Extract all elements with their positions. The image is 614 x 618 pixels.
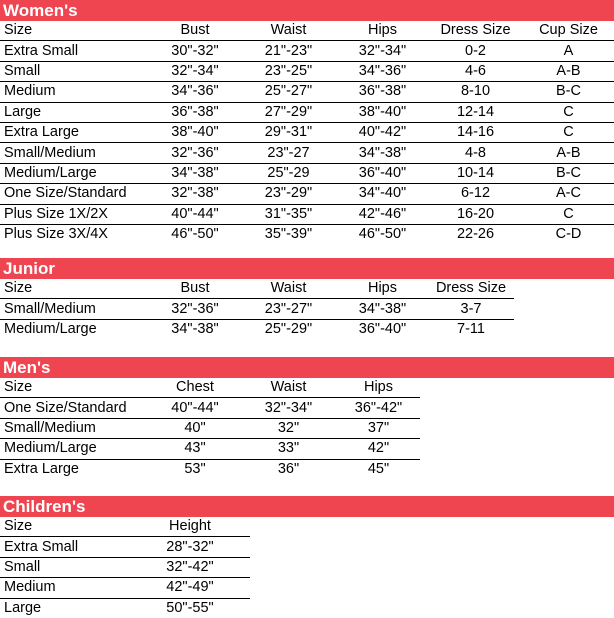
table-cell: 36"-42" [337, 398, 420, 418]
table-cell: Extra Large [0, 122, 150, 142]
table-header-row [0, 517, 250, 537]
table-cell: 42" [337, 439, 420, 459]
table-header-row [0, 279, 514, 299]
table-cell: 4-6 [428, 61, 523, 81]
table-cell: 23"-27" [240, 299, 337, 319]
size-table [0, 378, 420, 479]
table-cell: 42"-46" [337, 204, 428, 224]
section-womens [0, 0, 614, 244]
table-cell: 34"-38" [337, 143, 428, 163]
table-cell: 23"-27 [240, 143, 337, 163]
header-cell: Bust [150, 21, 240, 41]
header-cell: Waist [240, 378, 337, 398]
table-cell: 46"-50" [358, 226, 407, 243]
table-cell: 42"-49" [130, 578, 250, 598]
table-cell: Small [0, 557, 130, 577]
table-cell: Extra Small [0, 41, 150, 61]
table-cell: Extra Small [0, 537, 130, 557]
table-cell: 25"-29" [264, 320, 313, 337]
table-cell: Medium/Large [0, 163, 150, 183]
table-cell: 38"-40" [150, 122, 240, 142]
table-cell: 27"-29" [240, 102, 337, 122]
section-title: Junior [0, 258, 614, 279]
table-cell: 32"-38" [150, 184, 240, 204]
header-cell: Chest [150, 378, 240, 398]
table-cell: Small [0, 61, 150, 81]
table-cell: 50"-55" [166, 599, 214, 616]
table-cell: 0-2 [428, 41, 523, 61]
section-title: Men's [0, 357, 614, 378]
table-cell: 35"-39" [264, 226, 313, 243]
section-mens [0, 357, 614, 479]
header-cell: Bust [150, 279, 240, 299]
size-table [0, 279, 514, 339]
section-title: Women's [0, 0, 614, 21]
table-cell: One Size/Standard [0, 184, 150, 204]
table-cell: 38"-40" [337, 102, 428, 122]
table-cell: 36"-38" [337, 82, 428, 102]
table-cell: 33" [240, 439, 337, 459]
table-cell: 10-14 [428, 163, 523, 183]
table-cell: 37" [337, 418, 420, 438]
table-cell: 3-7 [428, 299, 514, 319]
table-cell: 40" [150, 418, 240, 438]
table-cell: 43" [150, 439, 240, 459]
table-cell: 32"-34" [240, 398, 337, 418]
table-row [0, 102, 614, 122]
table-cell: 31"-35" [240, 204, 337, 224]
header-cell: Waist [240, 21, 337, 41]
table-cell: Extra Large [4, 460, 79, 477]
table-row [0, 418, 420, 438]
table-cell: A [523, 41, 614, 61]
table-cell: 32"-36" [150, 143, 240, 163]
table-cell: 34"-36" [150, 82, 240, 102]
table-cell: 22-26 [456, 226, 495, 243]
table-cell: 8-10 [428, 82, 523, 102]
size-table [0, 21, 614, 244]
table-cell: 32"-36" [150, 299, 240, 319]
table-cell: 36"-40" [337, 163, 428, 183]
table-cell: A-C [523, 184, 614, 204]
section-childrens [0, 496, 614, 618]
header-cell: Size [0, 21, 150, 41]
table-cell: 32" [240, 418, 337, 438]
header-cell: Cup Size [523, 21, 614, 41]
table-cell: 23"-25" [240, 61, 337, 81]
table-cell: C-D [555, 226, 582, 243]
table-row [0, 143, 614, 163]
table-row [0, 224, 614, 244]
section-junior [0, 258, 614, 339]
table-cell: 32"-34" [337, 41, 428, 61]
header-cell: Waist [240, 279, 337, 299]
table-cell: 46"-50" [171, 226, 219, 243]
table-header-row [0, 21, 614, 41]
table-cell: 25"-27" [240, 82, 337, 102]
table-cell: 34"-40" [337, 184, 428, 204]
table-cell: B-C [523, 82, 614, 102]
table-row [0, 398, 420, 418]
table-cell: 12-14 [428, 102, 523, 122]
table-cell: Medium [0, 578, 130, 598]
size-table [0, 517, 250, 618]
table-cell: Large [0, 102, 150, 122]
table-cell: 4-8 [428, 143, 523, 163]
table-cell: Medium/Large [0, 439, 150, 459]
table-row [0, 439, 420, 459]
table-cell: 14-16 [428, 122, 523, 142]
table-row [0, 184, 614, 204]
table-cell: B-C [523, 163, 614, 183]
table-cell: 40"-44" [150, 204, 240, 224]
table-cell: 34"-38" [171, 320, 219, 337]
table-cell: 25"-29 [240, 163, 337, 183]
table-cell: 7-11 [457, 320, 485, 337]
header-cell: Size [0, 378, 150, 398]
header-cell: Height [130, 517, 250, 537]
table-cell: 28"-32" [130, 537, 250, 557]
table-cell: 30"-32" [150, 41, 240, 61]
header-cell: Size [0, 517, 130, 537]
table-cell: C [523, 102, 614, 122]
table-row [0, 41, 614, 61]
table-row [0, 319, 514, 339]
table-cell: A-B [523, 61, 614, 81]
table-cell: 34"-38" [337, 299, 428, 319]
table-cell: 40"-44" [150, 398, 240, 418]
table-cell: 6-12 [428, 184, 523, 204]
table-row [0, 204, 614, 224]
header-cell: Dress Size [428, 279, 514, 299]
header-cell: Size [0, 279, 150, 299]
table-row [0, 459, 420, 479]
table-cell: Plus Size 3X/4X [4, 226, 108, 243]
table-cell: 29"-31" [240, 122, 337, 142]
table-row [0, 578, 250, 598]
table-cell: 40"-42" [337, 122, 428, 142]
table-cell: 34"-38" [150, 163, 240, 183]
table-cell: Small/Medium [0, 299, 150, 319]
table-row [0, 537, 250, 557]
table-cell: C [523, 204, 614, 224]
table-row [0, 557, 250, 577]
table-row [0, 299, 514, 319]
table-cell: Large [4, 599, 42, 616]
section-title: Children's [0, 496, 614, 517]
table-row [0, 82, 614, 102]
table-cell: 34"-36" [337, 61, 428, 81]
header-cell: Hips [337, 378, 420, 398]
table-row [0, 163, 614, 183]
table-row [0, 598, 250, 618]
table-cell: A-B [523, 143, 614, 163]
table-cell: 45" [367, 460, 390, 477]
table-cell: C [523, 122, 614, 142]
table-cell: 36"-40" [358, 320, 407, 337]
header-cell: Hips [337, 21, 428, 41]
table-cell: Plus Size 1X/2X [0, 204, 150, 224]
table-cell: 53" [184, 460, 206, 477]
table-cell: 21"-23" [240, 41, 337, 61]
header-cell: Dress Size [428, 21, 523, 41]
table-row [0, 61, 614, 81]
header-cell: Hips [337, 279, 428, 299]
table-cell: One Size/Standard [0, 398, 150, 418]
table-cell: 36"-38" [150, 102, 240, 122]
table-cell: Small/Medium [0, 143, 150, 163]
table-cell: 23"-29" [240, 184, 337, 204]
table-row [0, 122, 614, 142]
table-cell: 32"-42" [130, 557, 250, 577]
table-cell: 32"-34" [150, 61, 240, 81]
table-cell: 36" [277, 460, 300, 477]
table-cell: Medium [0, 82, 150, 102]
table-cell: Medium/Large [4, 320, 97, 337]
table-header-row [0, 378, 420, 398]
table-cell: 16-20 [428, 204, 523, 224]
table-cell: Small/Medium [0, 418, 150, 438]
